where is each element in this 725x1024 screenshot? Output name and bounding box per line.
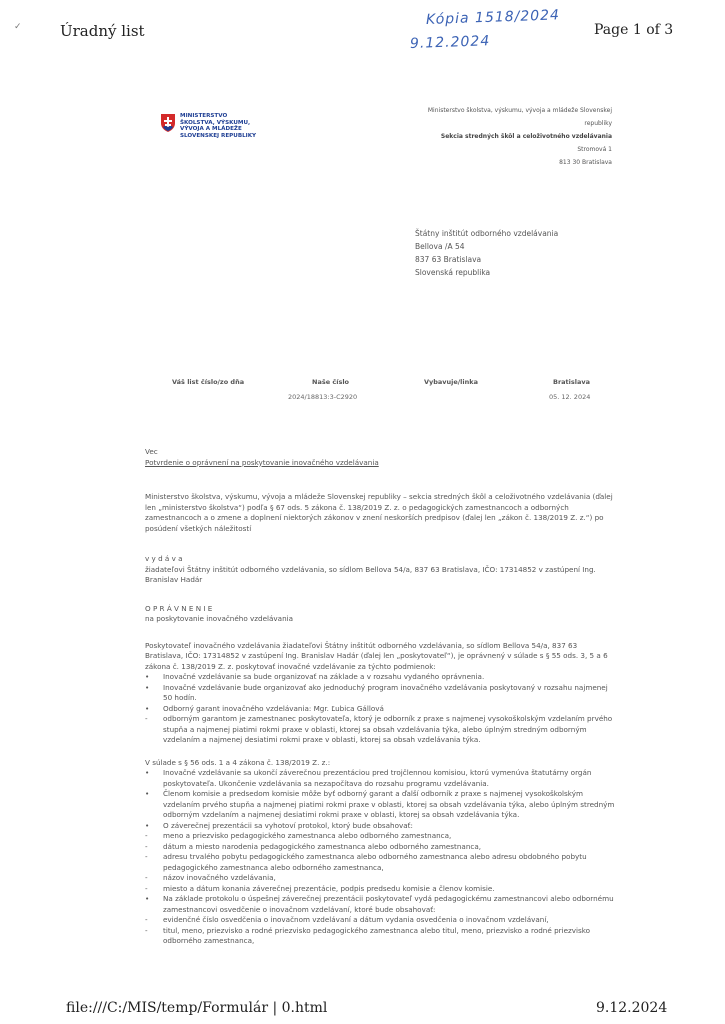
ref-handler-label: Vybavuje/linka <box>424 378 478 386</box>
logo-line-1: MINISTERSTVO <box>180 113 228 119</box>
list-item: • Na základe protokolu o úspešnej záverečnej prezentácii poskytovateľ vydá pedagogickému zamestnancovi alebo odbornému zamestnancovi osvedčenie o inovačnom vzdelávaní, ktoré bude obsahovať: <box>145 894 614 914</box>
sender-street: Stromová 1 <box>577 146 612 153</box>
page-indicator: Page 1 of 3 <box>594 22 674 38</box>
letter-body <box>145 447 617 947</box>
opravnenie-label: O P R Á V N E N I E <box>145 603 213 613</box>
handwritten-date: 9.12.2024 <box>409 33 491 52</box>
handwritten-copy-number: Kópia 1518/2024 <box>425 7 561 28</box>
list-item: - evidenčné číslo osvedčenia o inovačnom vzdelávaní a dátum vydania osvedčenia o inovačnom vzdelávaní, <box>145 915 549 924</box>
sender-address <box>382 104 612 169</box>
ref-city-label: Bratislava <box>553 378 590 386</box>
list-item: • Členom komisie a predsedom komisie môže byť odborný garant a ďalší odborník z praxe s najmenej vysokoškolským vzdelaním prvého stupňa a najmenej piatimi rokmi praxe v oblasti, ktorej sa obsah vzdelávania týka, alebo úplným stredným odborným vzdelaním a najmenej desiatimi rokmi praxe v oblasti, ktorej sa obsah vzdelávania týka. <box>145 789 615 819</box>
ref-our-number-value: 2024/18813:3-C2920 <box>288 393 358 401</box>
opravnenie-text: na poskytovanie inovačného vzdelávania <box>145 614 294 623</box>
subject-text: Potvrdenie o oprávnení na poskytovanie inovačného vzdelávania <box>145 457 379 467</box>
footer-date: 9.12.2024 <box>596 1000 668 1016</box>
subject-label: Vec <box>145 447 158 456</box>
sender-line-1: Ministerstvo školstva, výskumu, vývoja a mládeže Slovenskej <box>427 107 612 114</box>
list-item: - miesto a dátum konania záverečnej prezentácie, podpis predsedu komisie a členov komisie. <box>145 883 495 893</box>
provider-paragraph: Poskytovateľ inovačného vzdelávania žiadateľovi Štátny inštitút odborného vzdelávania, so sídlom Bellova 54/a, 837 63 Bratislava, IČO: 17314852 v zastúpení Ing. Branislav Hadár (ďalej len „poskytovateľ“), je oprávnený v súlade s § 55 ods. 3, 5 a 6 zákona č. 138/2019 Z. z. poskytovať inovačné vzdelávanie za týchto podmienok: <box>145 640 608 671</box>
vydava-text: žiadateľovi Štátny inštitút odborného vzdelávania, so sídlom Bellova 54/a, 837 63 Bratislava, IČO: 17314852 v zastúpení Ing. Branislav Hadár <box>145 564 596 584</box>
ref-date-value: 05. 12. 2024 <box>549 393 591 401</box>
list-item: - dátum a miesto narodenia pedagogického zamestnanca alebo odborného zamestnanca, <box>145 841 482 851</box>
list-item: • Inovačné vzdelávanie bude organizovať ako jednoduchý program inovačného vzdelávania poskytovaný v rozsahu najmenej 50 hodín. <box>145 682 608 702</box>
coat-of-arms-icon <box>160 113 176 133</box>
list-item: • Odborný garant inovačného vzdelávania: Mgr. Ľubica Gállová <box>145 703 384 713</box>
recipient-address <box>415 227 558 279</box>
vydava-label: v y d á v a <box>145 554 183 563</box>
sender-line-2: republiky <box>584 120 612 127</box>
list-item: - adresu trvalého pobytu pedagogického zamestnanca alebo odborného zamestnanca alebo adresu obdobného pobytu pedagogického zamestnanca alebo odborného zamestnanca, <box>145 852 587 872</box>
intro-paragraph: Ministerstvo školstva, výskumu, vývoja a mládeže Slovenskej republiky – sekcia stredných škôl a celoživotného vzdelávania (ďalej len „ministerstvo školstva“) podľa § 67 ods. 5 zákona č. 138/2019 Z. z. o pedagogických zamestnancoch a odborných zamestnancoch a o zmene a doplnení niektorých zákonov v znení neskorších predpisov (ďalej len „zákon č. 138/2019 Z. z.“) po posúdení všetkých náležitostí <box>145 492 613 533</box>
footer-file-path: file:///C:/MIS/temp/Formulár | 0.html <box>66 1000 328 1016</box>
sender-section: Sekcia stredných škôl a celoživotného vzdelávania <box>440 133 612 140</box>
recipient-city: 837 63 Bratislava <box>415 255 482 264</box>
ministry-logo <box>160 113 256 139</box>
document-title: Úradný list <box>60 22 145 40</box>
ref-our-number-label: Naše číslo <box>312 378 350 386</box>
list-item: - meno a priezvisko pedagogického zamestnanca alebo odborného zamestnanca, <box>145 831 452 840</box>
list-item: - odborným garantom je zamestnanec poskytovateľa, ktorý je odborník z praxe s najmenej vysokoškolským vzdelaním prvého stupňa a najmenej piatimi rokmi praxe v oblasti, ktorej sa obsah vzdelávania týka, alebo úplným stredným odborným vzdelaním a najmenej desiatimi rokmi praxe v oblasti, ktorej sa obsah vzdelávania týka. <box>145 714 613 744</box>
ref-your-letter-label: Váš list číslo/zo dňa <box>172 378 245 386</box>
list-item: • Inovačné vzdelávanie sa bude organizovať na základe a v rozsahu vydaného oprávnenia. <box>145 672 485 681</box>
list-item: - titul, meno, priezvisko a rodné priezvisko pedagogického zamestnanca alebo titul, meno, priezvisko a rodné priezvisko odborného zamestnanca, <box>145 925 591 945</box>
recipient-name: Štátny inštitút odborného vzdelávania <box>415 229 559 238</box>
logo-line-4: SLOVENSKEJ REPUBLIKY <box>180 132 257 139</box>
logo-line-2: ŠKOLSTVA, VÝSKUMU, <box>180 119 251 126</box>
list-item: - názov inovačného vzdelávania, <box>145 873 276 882</box>
tick-mark: ✓ <box>14 22 22 32</box>
recipient-country: Slovenská republika <box>415 268 491 277</box>
section-56-paragraph: V súlade s § 56 ods. 1 a 4 zákona č. 138/2019 Z. z.: <box>145 757 331 767</box>
recipient-street: Bellova /A 54 <box>415 242 465 251</box>
list-item: • Inovačné vzdelávanie sa ukončí záverečnou prezentáciou pred trojčlennou komisiou, ktorú vymenúva štatutárny orgán poskytovateľa. Ukončenie vzdelávania sa nezapočítava do rozsahu programu vzdelávania. <box>145 768 592 788</box>
logo-line-3: VÝVOJA A MLÁDEŽE <box>180 126 242 133</box>
list-item: • O záverečnej prezentácii sa vyhotoví protokol, ktorý bude obsahovať: <box>145 820 413 830</box>
sender-city: 813 30 Bratislava <box>559 159 612 166</box>
